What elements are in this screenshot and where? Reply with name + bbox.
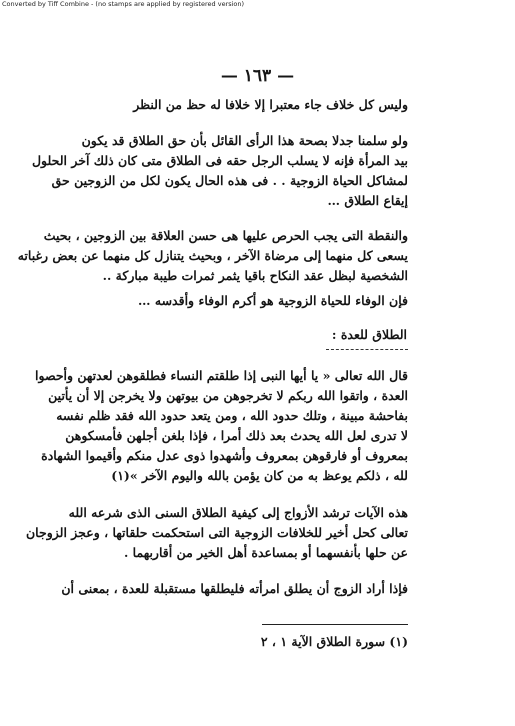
text-line: هذه الآيات ترشد الأزواج إلى كيفية الطلاق السنى الذى شرعه الله (68, 505, 408, 520)
page-number: — ١٦٣ — (220, 66, 295, 86)
text-line: تعالى كحل أخير للخلافات الزوجية التى استحكمت حلقاتها ، وعجز الزوجان (26, 525, 408, 540)
text-line: لمشاكل الحياة الزوجية . . فى هذه الحال يكون لكل من الزوجين حق (51, 173, 408, 188)
heading-underline (326, 349, 408, 350)
text-line: والنقطة التى يجب الحرص عليها هى حسن العلاقة بين الزوجين ، بحيث (43, 228, 408, 243)
quote-line: بمعروف أو فارقوهن بمعروف وأشهدوا ذوى عدل منكم وأقيموا الشهادة (41, 448, 408, 463)
text-line: إيقاع الطلاق … (327, 193, 408, 208)
quote-line: لله ، ذلكم يوعظ به من كان يؤمن بالله واليوم الآخر »(١) (111, 468, 408, 483)
quote-line: بفاحشة مبينة ، وتلك حدود الله ، ومن يتعد حدود الله فقد ظلم نفسه (56, 408, 408, 423)
text-line: بيد المرأة فإنه لا يسلب الرجل حقه فى الطلاق متى كان ذلك آخر الحلول (31, 153, 408, 168)
text-line: عن حلها بأنفسهما أو بمساعدة أهل الخير من أقاربهما . (123, 545, 408, 560)
text-line: الشخصية لبظل عقد النكاح باقيا يثمر ثمرات طيبة مباركة .. (102, 268, 408, 283)
quote-line: العدة ، واتقوا الله ربكم لا تخرجوهن من بيوتهن ولا يخرجن إلا أن يأتين (48, 388, 408, 403)
poem-line: وليس كل خلاف جاء معتبرا إلا خلافا له حظ من النظر (133, 97, 408, 112)
text-line: ولو سلمنا جدلا بصحة هذا الرأى القائل بأن حق الطلاق قد يكون (81, 133, 408, 148)
converter-banner: Converted by Tiff Combine - (no stamps are applied by registered version) (2, 0, 245, 8)
text-line: فإذا أراد الزوج أن يطلق امرأته فليطلقها مستقبلة للعدة ، بمعنى أن (61, 581, 408, 596)
text-line: فإن الوفاء للحياة الزوجية هو أكرم الوفاء وأقدسه … (138, 293, 408, 308)
footnote-rule (262, 624, 408, 625)
quote-line: قال الله تعالى « يا أيها النبى إذا طلقتم النساء فطلقوهن لعدتهن وأحصوا (35, 368, 408, 383)
section-heading: الطلاق للعدة : (331, 327, 407, 342)
text-line: يسعى كل منهما إلى مرضاة الآخر ، وبحيث يتنازل كل منهما عن بعض رغباته (17, 248, 408, 263)
footnote: (١) سورة الطلاق الآية ١ ، ٢ (260, 634, 408, 649)
quote-line: لا تدرى لعل الله يحدث بعد ذلك أمرا ، فإذا بلغن أجلهن فأمسكوهن (65, 428, 408, 443)
